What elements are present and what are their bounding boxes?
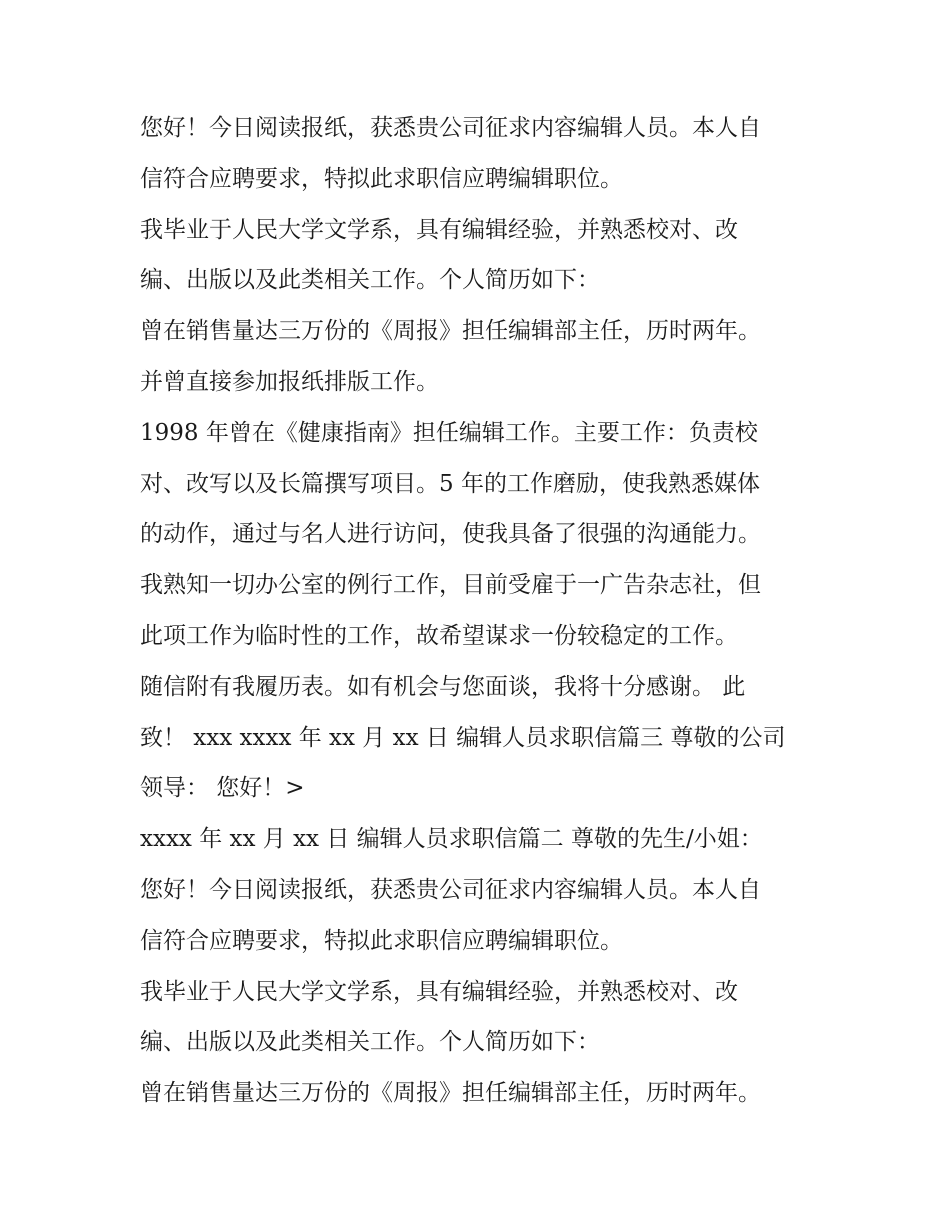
- text-line: 领导： 您好！>: [140, 775, 305, 802]
- text-line: 致！ xxx xxxx 年 xx 月 xx 日 编辑人员求职信篇三 尊敬的公司: [140, 724, 786, 751]
- text-line: 编、出版以及此类相关工作。个人简历如下：: [140, 1029, 600, 1056]
- text-line: 您好！今日阅读报纸，获悉贵公司征求内容编辑人员。本人自: [140, 115, 761, 141]
- text-line: 1998 年曾在《健康指南》担任编辑工作。主要工作：负责校: [140, 419, 758, 446]
- text-line: 我毕业于人民大学文学系，具有编辑经验，并熟悉校对、改: [140, 216, 738, 243]
- text-line: 对、改写以及长篇撰写项目。5 年的工作磨励，使我熟悉媒体: [140, 470, 760, 497]
- text-line: xxxx 年 xx 月 xx 日 编辑人员求职信篇二 尊敬的先生/小姐：: [140, 826, 763, 853]
- letter-body: [140, 103, 820, 1119]
- text-line: 信符合应聘要求，特拟此求职信应聘编辑职位。: [140, 927, 623, 954]
- text-line: 我熟知一切办公室的例行工作，目前受雇于一广告杂志社，但: [140, 572, 761, 599]
- text-line: 信符合应聘要求，特拟此求职信应聘编辑职位。: [140, 165, 623, 192]
- text-line: 我毕业于人民大学文学系，具有编辑经验，并熟悉校对、改: [140, 978, 738, 1005]
- text-line: 编、出版以及此类相关工作。个人简历如下：: [140, 267, 600, 294]
- text-line: 的动作，通过与名人进行访问，使我具备了很强的沟通能力。: [140, 521, 761, 548]
- text-line: 此项工作为临时性的工作，故希望谋求一份较稳定的工作。: [140, 622, 738, 649]
- text-line: 曾在销售量达三万份的《周报》担任编辑部主任，历时两年。: [140, 318, 761, 345]
- text-line: 曾在销售量达三万份的《周报》担任编辑部主任，历时两年。: [140, 1080, 761, 1107]
- text-line: 随信附有我履历表。如有机会与您面谈，我将十分感谢。 此: [140, 673, 746, 700]
- text-line: 并曾直接参加报纸排版工作。: [140, 368, 439, 395]
- text-line: 您好！今日阅读报纸，获悉贵公司征求内容编辑人员。本人自: [140, 876, 761, 903]
